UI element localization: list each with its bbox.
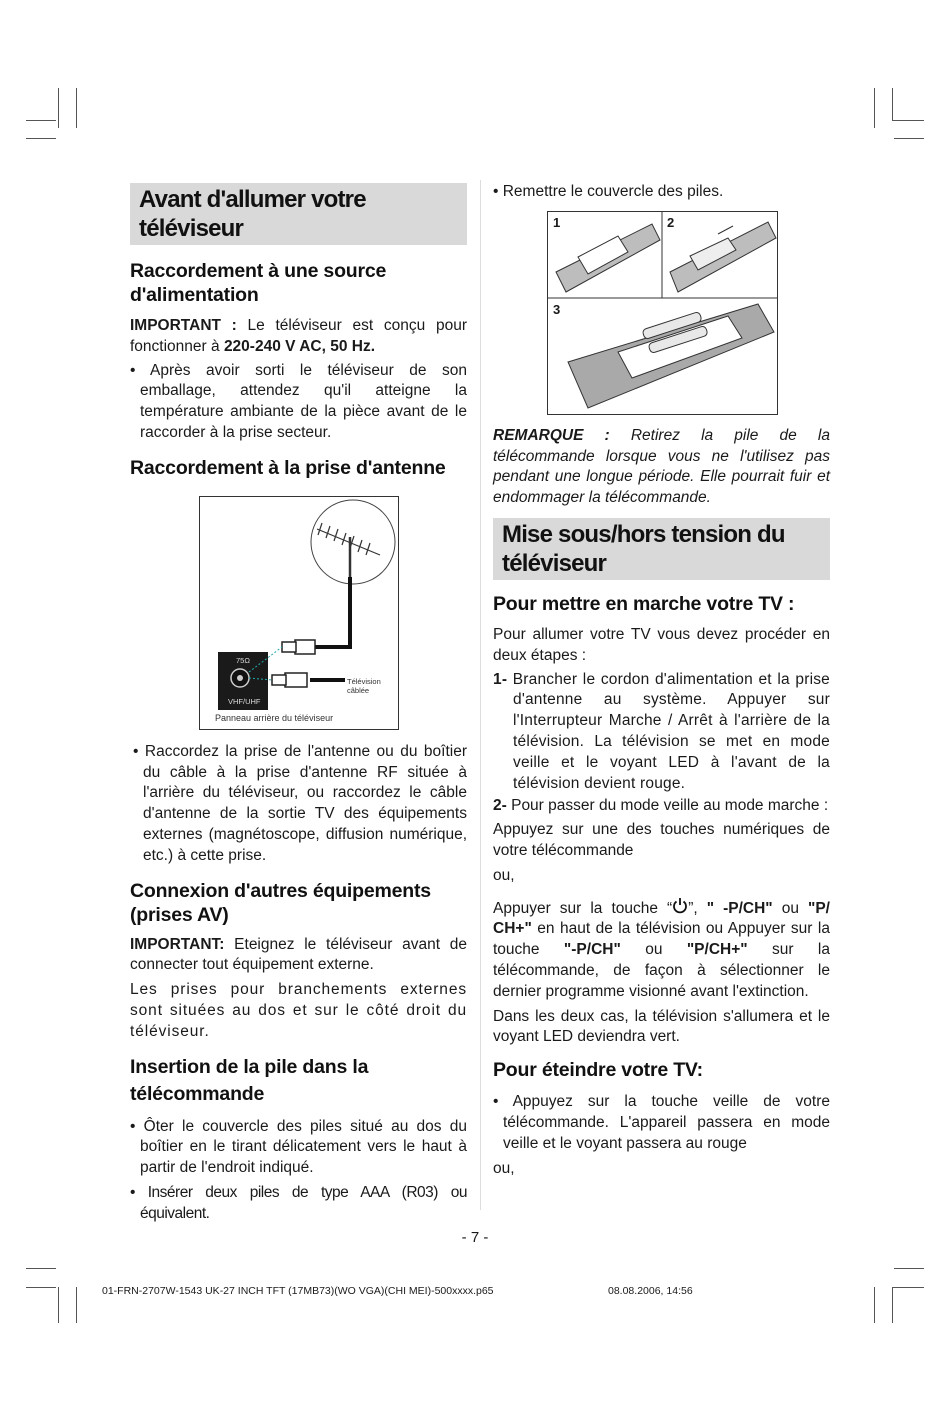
cable-tv-label-1: Télévision (347, 676, 381, 686)
av-important-note (130, 935, 467, 977)
switch-off-bullet: • Appuyez sur la touche veille de votre télécommande. L'appareil passera en mode veille et le voyant passera au rouge (493, 1093, 830, 1152)
panel-label-2: 2 (667, 214, 675, 230)
remark-text: Retirez la pile de la télécommande lorsque vous ne l'utilisez pas pendant une longue période. Elle pourrait fuir et endommager la télécommande. (493, 426, 830, 507)
remote-figure-area (493, 211, 830, 423)
figure-caption: Panneau arrière du téléviseur (215, 712, 334, 723)
section-title-before-switching-on: Avant d'allumer votre téléviseur (130, 183, 467, 245)
crop-mark (26, 138, 56, 139)
crop-mark (892, 1287, 893, 1323)
crop-mark (76, 88, 77, 128)
antenna-figure (199, 496, 399, 730)
both-cases-text: Dans les deux cas, la télévision s'allumera et le voyant LED deviendra vert. (493, 1007, 830, 1046)
press-text-a: Appuyer sur la touche “ (493, 899, 673, 917)
press-text-c: ou (772, 899, 808, 917)
footer-file: 01-FRN-2707W-1543 UK-27 INCH TFT (17MB73)(WO VGA)(CHI MEI)-500xxxx.p65 (102, 1285, 494, 1297)
crop-mark (58, 1287, 59, 1323)
step-1-number: 1- (493, 670, 508, 688)
key-plus-pch-remote: "P/CH+" (686, 941, 748, 959)
crop-mark (874, 1287, 875, 1323)
heading-av-connections: Connexion d'autres équipements (prises AV) (130, 879, 431, 926)
crop-mark (892, 120, 924, 121)
remote-back-icon (556, 224, 660, 292)
step-1-text: Brancher le cordon d'alimentation et la prise d'antenne au système. Appuyer sur l'Interrupteur Marche / Arrêt à l'arrière de la télévision. La télévision se met en mode veille et le voyant LED à l'avant de la télévision devient rouge. (507, 670, 830, 792)
port-label: 75Ω (236, 655, 250, 665)
heading-antenna-connection: Raccordement à la prise d'antenne (130, 456, 446, 479)
step-2-number: 2- (493, 797, 507, 815)
battery-bullet-1: • Ôter le couvercle des piles situé au dos du boîtier en le tirant délicatement vers le haut à partir de l'endroit indiqué. (130, 1117, 467, 1177)
crop-mark (894, 138, 924, 139)
crop-mark (26, 1287, 56, 1288)
crop-mark (26, 1268, 56, 1269)
heading-switch-off: Pour éteindre votre TV: (493, 1059, 703, 1082)
remote-batteries-icon (568, 304, 774, 408)
switch-on-intro: Pour allumer votre TV vous devez procéder en deux étapes : (493, 625, 830, 664)
crop-mark (58, 88, 59, 128)
voltage-value: 220-240 V AC, 50 Hz. (223, 337, 375, 355)
cable-plug-icon (272, 673, 307, 687)
footer-date: 08.08.2006, 14:56 (608, 1285, 693, 1297)
step-2 (493, 796, 830, 817)
heading-switch-on: Pour mettre en marche votre TV : (493, 592, 795, 615)
band-label: VHF/UHF (228, 696, 261, 706)
step-1 (493, 670, 830, 795)
important-label: IMPORTANT : (130, 317, 237, 334)
rf-plug-icon (282, 640, 315, 654)
remark-note (493, 426, 830, 509)
antenna-circle (311, 500, 395, 584)
panel-label-1: 1 (553, 214, 561, 230)
important-text: Le téléviseur est conçu pour fonctionner à (130, 317, 467, 355)
crop-mark (892, 1287, 924, 1288)
heading-power-connection: Raccordement à une source d'alimentation (130, 260, 387, 306)
remark-label: REMARQUE : (493, 426, 610, 444)
crop-mark (892, 88, 893, 120)
press-numeric-text: Appuyez sur une des touches numériques de votre télécommande (493, 821, 830, 859)
panel-label-3: 3 (553, 301, 561, 317)
left-column (130, 180, 467, 1225)
press-text-b: ”, (688, 899, 707, 917)
standby-power-icon (672, 897, 688, 914)
remote-back-open-icon (670, 222, 776, 292)
step-2-text: Pour passer du mode veille au mode marche : (506, 797, 829, 815)
antenna-figure-area (130, 480, 467, 742)
av-important-text: Eteignez le téléviseur avant de connecter tout équipement externe. (130, 935, 467, 974)
press-text-e: ou (620, 941, 687, 959)
antenna-cable (310, 577, 350, 647)
key-minus-pch: " -P/CH" (706, 899, 773, 917)
right-column (493, 180, 830, 1179)
crop-mark (76, 1287, 77, 1323)
crop-mark (874, 88, 875, 128)
antenna-bullet: • Raccordez la prise de l'antenne ou du boîtier du câble à la prise d'antenne RF située à l'arrière du téléviseur, ou raccordez le câble d'antenne de la sortie TV des équipements externes (magnétoscope, diffusion numérique, etc.) à cette prise. (133, 742, 467, 864)
press-text-f: sur la télécommande, de façon à sélectionner le dernier programme visionné avant l'extinction. (493, 941, 830, 1000)
key-minus-pch-remote: "-P/CH" (563, 941, 621, 959)
page-number: - 7 - (461, 1229, 489, 1246)
remote-battery-figure (547, 211, 778, 415)
heading-battery-insertion: Insertion de la pile dans la télécommande (130, 1055, 369, 1105)
socket-pin (237, 675, 243, 681)
av-text: Les prises pour branchements externes sont situées au dos et sur le côté droit du téléviseur. (130, 981, 467, 1040)
battery-bullet-2: • Insérer deux piles de type AAA (R03) ou équivalent. (130, 1183, 467, 1222)
section-title-power-on-off: Mise sous/hors tension du téléviseur (493, 518, 830, 580)
or-text-1: ou, (493, 866, 515, 884)
av-important-label: IMPORTANT: (130, 935, 225, 953)
press-key-paragraph (493, 897, 830, 1003)
important-voltage-note (130, 316, 467, 358)
crop-mark (26, 120, 56, 121)
key-plus-pch: "P/ CH+" (493, 899, 830, 938)
power-bullet: • Après avoir sorti le téléviseur de son emballage, attendez qu'il atteigne la température ambiante de la pièce avant de le raccorder à la prise secteur. (130, 361, 467, 441)
remote-battery-diagram (548, 212, 777, 414)
or-text-2: ou, (493, 1159, 515, 1177)
column-divider (480, 180, 481, 1210)
cable-tv-label-2: câblée (347, 685, 370, 695)
crop-mark (894, 1268, 924, 1269)
press-text-d: en haut de la télévision ou Appuyer sur la touche (493, 920, 830, 959)
cover-bullet: • Remettre le couvercle des piles. (493, 183, 724, 200)
